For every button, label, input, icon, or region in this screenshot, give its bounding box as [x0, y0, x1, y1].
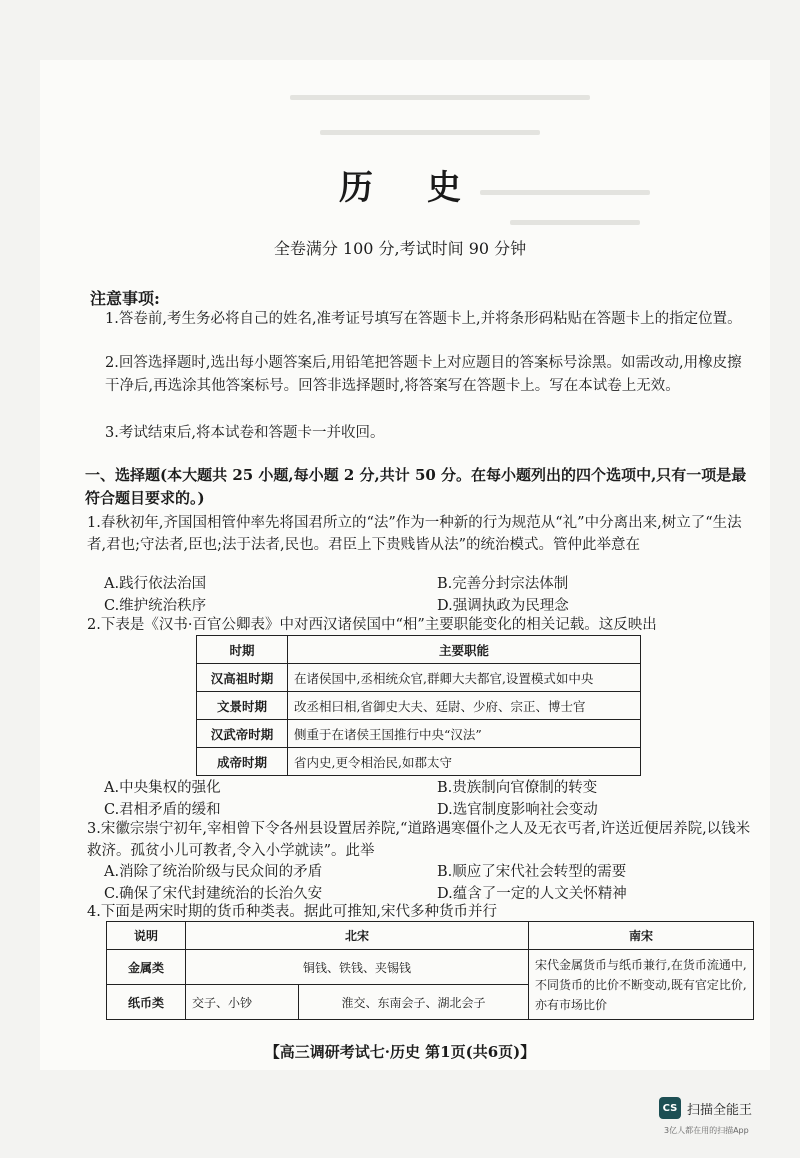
table-header: 说明: [107, 922, 186, 950]
data-table: [106, 921, 754, 1020]
notice-heading: 注意事项:: [90, 289, 160, 308]
table-row: [197, 748, 641, 776]
notice-item: 2.回答选择题时,选出每小题答案后,用铅笔把答题卡上对应题目的答案标号涂黑。如需改动,用橡皮擦干净后,再选涂其他答案标号。回答非选择题时,将答案写在答题卡上。写在本试卷上无效。: [105, 355, 742, 394]
option: A.中央集权的强化: [104, 780, 221, 796]
option: B.完善分封宗法体制: [437, 576, 569, 592]
table-row: [107, 950, 754, 985]
table-cell: 铜钱、铁钱、夹锡钱: [186, 950, 529, 985]
section-heading: 一、选择题(本大题共 25 小题,每小题 2 分,共计 50 分。在每小题列出的四个选项中,只有一项是最符合题目要求的。): [85, 466, 747, 507]
option: C.确保了宋代封建统治的长治久安: [104, 886, 323, 902]
table-row: [197, 664, 641, 692]
table-header: 北宋: [186, 922, 529, 950]
app-name: 扫描全能王: [687, 1102, 753, 1118]
question-stem: 1.春秋初年,齐国国相管仲率先将国君所立的“法”作为一种新的行为规范从“礼”中分离出来,树立了“生法者,君也;守法者,臣也;法于法者,民也。君臣上下贵贱皆从法”的统治模式。管仲此举意在: [87, 515, 742, 553]
option: B.顺应了宋代社会转型的需要: [437, 864, 627, 880]
exam-info: 全卷满分 100 分,考试时间 90 分钟: [273, 239, 527, 258]
option: D.选官制度影响社会变动: [437, 802, 598, 818]
table-cell: 金属类: [107, 950, 186, 985]
option: C.君相矛盾的缓和: [104, 802, 221, 818]
page-title: 历史: [339, 168, 515, 208]
question-stem: 4.下面是两宋时期的货币种类表。据此可推知,宋代多种货币并行: [87, 904, 497, 920]
page-footer: 【高三调研考试七·历史 第1页(共6页)】: [264, 1043, 536, 1061]
table-cell: 交子、小钞: [186, 985, 299, 1020]
table-cell: 省内史,更令相治民,如郡太守: [288, 748, 641, 776]
notice-item: 3.考试结束后,将本试卷和答题卡一并收回。: [105, 425, 385, 441]
table-header: 时期: [197, 636, 288, 664]
notice-item: 1.答卷前,考生务必将自己的姓名,准考证号填写在答题卡上,并将条形码粘贴在答题卡上的指定位置。: [105, 311, 742, 327]
table-cell: 文景时期: [197, 692, 288, 720]
option: C.维护统治秩序: [104, 598, 207, 614]
table-row: [197, 720, 641, 748]
scan-bleed: [290, 95, 590, 100]
table-cell: 汉武帝时期: [197, 720, 288, 748]
option: D.蕴含了一定的人文关怀精神: [437, 886, 627, 902]
table-header: 主要职能: [288, 636, 641, 664]
table-cell: 汉高祖时期: [197, 664, 288, 692]
table-cell: 在诸侯国中,丞相统众官,群卿大夫都官,设置模式如中央: [288, 664, 641, 692]
table-cell: 侧重于在诸侯王国推行中央“汉法”: [288, 720, 641, 748]
table-header-row: [107, 922, 754, 950]
app-logo-icon: CS: [659, 1097, 681, 1119]
option: A.消除了统治阶级与民众间的矛盾: [104, 864, 323, 880]
scan-bleed: [510, 220, 640, 225]
option: B.贵族制向官僚制的转变: [437, 780, 598, 796]
table-cell: 改丞相曰相,省御史大夫、廷尉、少府、宗正、博士官: [288, 692, 641, 720]
table-header-row: [197, 636, 641, 664]
table-cell: 淮交、东南会子、湖北会子: [299, 985, 529, 1020]
option: D.强调执政为民理念: [437, 598, 569, 614]
table-header: 南宋: [529, 922, 754, 950]
scan-bleed: [320, 130, 540, 135]
app-tagline: 3亿人都在用的扫描App: [664, 1126, 749, 1135]
scanner-watermark: [659, 1097, 752, 1119]
option: A.践行依法治国: [104, 576, 207, 592]
question-stem: 3.宋徽宗崇宁初年,宰相曾下令各州县设置居养院,“道路遇寒僵仆之人及无衣丐者,许送近便居养院,以钱米救济。孤贫小儿可教者,令入小学就读”。此举: [87, 821, 751, 859]
table-cell: 成帝时期: [197, 748, 288, 776]
table-cell: 宋代金属货币与纸币兼行,在货币流通中,不同货币的比价不断变动,既有官定比价,亦有市场比价: [529, 950, 754, 1020]
question-stem: 2.下表是《汉书·百官公卿表》中对西汉诸侯国中“相”主要职能变化的相关记载。这反映出: [87, 617, 657, 633]
table-cell: 纸币类: [107, 985, 186, 1020]
data-table: [196, 635, 641, 776]
table-row: [197, 692, 641, 720]
